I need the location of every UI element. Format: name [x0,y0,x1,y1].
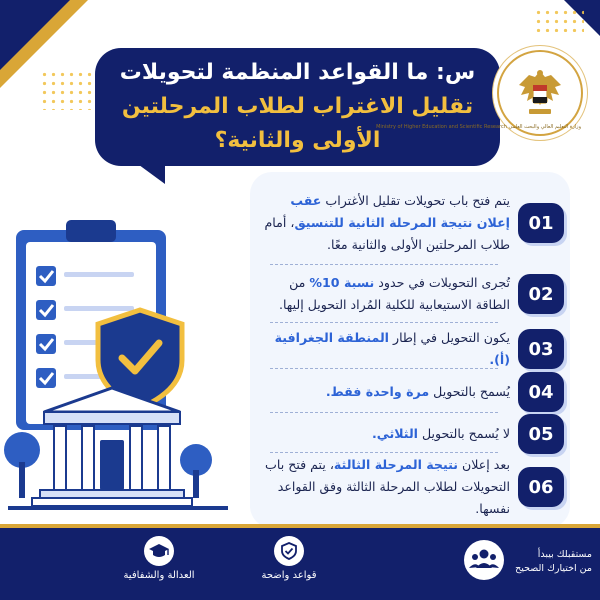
divider [270,412,498,413]
rule-row [264,454,564,520]
rule-text-part: لا يُسمح بالتحويل [418,426,510,441]
rule-text [264,423,510,445]
rule-row [264,372,564,412]
dot-pattern-left [40,70,100,110]
rule-text-part: من الطاقة الاستيعابية للكلية المُراد التحويل إليها. [278,275,510,312]
rule-text [264,454,510,520]
rule-highlight: نتيجة المرحلة الثالثة [333,457,459,472]
rule-text-part: بعد إعلان [458,457,510,472]
slogan-line-1: مستقبلك بيبدأ [537,549,592,560]
egypt-eagle-emblem-icon [515,65,565,121]
rule-text [264,190,510,256]
title-bubble [95,48,500,166]
slogan-line-2: من اختيارك الصحيح [515,563,592,574]
rule-highlight: مرة واحدة فقط. [325,384,430,399]
clipboard-shield-illustration [0,200,250,530]
rule-highlight: نسبة 10% [309,275,375,290]
divider [270,368,498,369]
rule-number-badge: 06 [518,467,564,507]
divider [270,322,498,323]
divider [270,264,498,265]
rule-highlight: المنطقة الجغرافية (أ). [274,330,510,367]
rule-number-badge: 01 [518,203,564,243]
corner-decoration-navy [0,0,70,70]
rule-text-part: يُسمح بالتحويل [429,384,510,399]
rule-row [264,272,564,316]
title-line-1: س: ما القواعد المنظمة لتحويلات [119,60,476,85]
rule-text [264,327,510,371]
people-group-icon [462,538,506,586]
rule-highlight: الثلاثي. [371,426,418,441]
logo-text: وزارة التعليم العالي والبحث العلمي Ministry of Higher Education and Scientific Research [376,124,581,130]
footer-slogan [512,548,592,576]
rule-highlight: عقب إعلان نتيجة المرحلة الثانية للتنسيق [290,193,510,230]
footer-item-fairness [104,536,214,581]
rule-text-part: يتم فتح باب تحويلات تقليل الأغتراب [321,193,510,208]
rule-text-part: ، أمام طلاب المرحلتين الأولى والثانية معًا. [264,215,510,252]
footer-item-clear-rules [234,536,344,581]
graduation-cap-icon [144,536,174,566]
rule-text-part: تُجرى التحويلات في حدود [374,275,510,290]
rule-text-part: ، يتم فتح باب التحويلات لطلاب المرحلة الثالثة وفق القواعد نفسها. [265,457,510,516]
footer-item-label: العدالة والشفافية [123,570,195,581]
rule-number-badge: 02 [518,274,564,314]
rule-text [264,272,510,316]
rule-row [264,414,564,454]
rule-number-badge: 03 [518,329,564,369]
rule-number-badge: 04 [518,372,564,412]
dot-pattern-right [534,8,584,32]
footer-item-label: قواعد واضحة [261,570,317,581]
rule-number-badge: 05 [518,414,564,454]
rule-text [264,381,510,403]
shield-check-icon [274,536,304,566]
rule-text-part: يكون التحويل في إطار [389,330,510,345]
ministry-logo [376,50,583,136]
rule-row [264,190,564,256]
title-line-2: تقليل الاغتراب لطلاب المرحلتين [121,94,474,119]
title-line-3: الأولى والثانية؟ [214,128,381,153]
rule-row [264,327,564,371]
divider [270,452,498,453]
